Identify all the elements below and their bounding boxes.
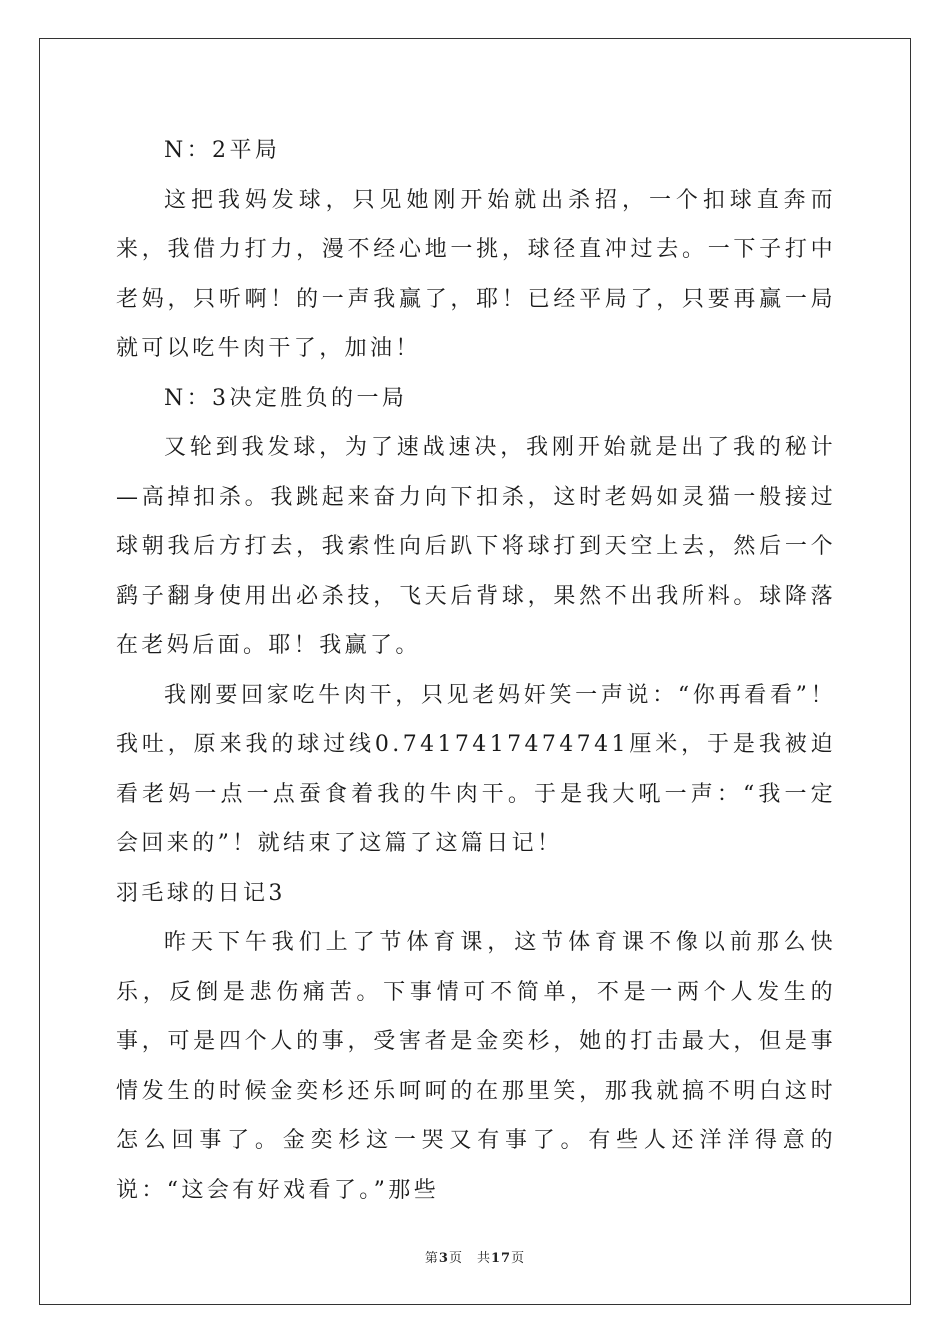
paragraph-round2-heading: N：2平局 [164, 138, 281, 163]
paragraph-round2-text: 这把我妈发球，只见她刚开始就出杀招，一个扣球直奔而来，我借力打力，漫不经心地一挑，球径直冲过去。一下子打中老妈，只听啊！的一声我赢了，耶！已经平局了，只要再赢一局就可以吃牛肉干了，加油！ [116, 187, 836, 361]
paragraph-diary3-text: 昨天下午我们上了节体育课，这节体育课不像以前那么快乐，反倒是悲伤痛苦。下事情可不简单，不是一两个人发生的事，可是四个人的事，受害者是金奕杉，她的打击最大，但是事情发生的时候金奕杉还乐呵呵的在那里笑，那我就搞不明白这时怎么回事了。金奕杉这一哭又有事了。有些人还洋洋得意的说：“这会有好戏看了。”那些 [116, 930, 836, 1203]
page-suffix: 页 [448, 1251, 463, 1266]
paragraph-round3-text: 又轮到我发球，为了速战速决，我刚开始就是出了我的秘计—高掉扣杀。我跳起来奋力向下扣杀，这时老妈如灵猫一般接过球朝我后方打去，我索性向后趴下将球打到天空上去，然后一个鹞子翻身使用出必杀技，飞天后背球，果然不出我所料。球降落在老妈后面。耶！我赢了。 [116, 435, 836, 658]
page-footer [0, 1247, 950, 1266]
section-title: 羽毛球的日记3 [116, 880, 286, 906]
document-body [116, 126, 836, 1215]
paragraph-ending: 我刚要回家吃牛肉干，只见老妈奸笑一声说：“你再看看”！我吐，原来我的球过线0.7417417474741厘米，于是我被迫看老妈一点一点蚕食着我的牛肉干。于是我大吼一声：“我一定会回来的”！就结束了这篇了这篇日记！ [116, 682, 836, 856]
total-suffix: 页 [511, 1251, 526, 1266]
page-number: 3 [438, 1251, 449, 1266]
paragraph-round3-heading: N：3决定胜负的一局 [164, 385, 408, 411]
page-prefix: 第 [424, 1251, 439, 1266]
total-prefix: 共 [476, 1251, 491, 1266]
total-pages: 17 [490, 1251, 512, 1266]
